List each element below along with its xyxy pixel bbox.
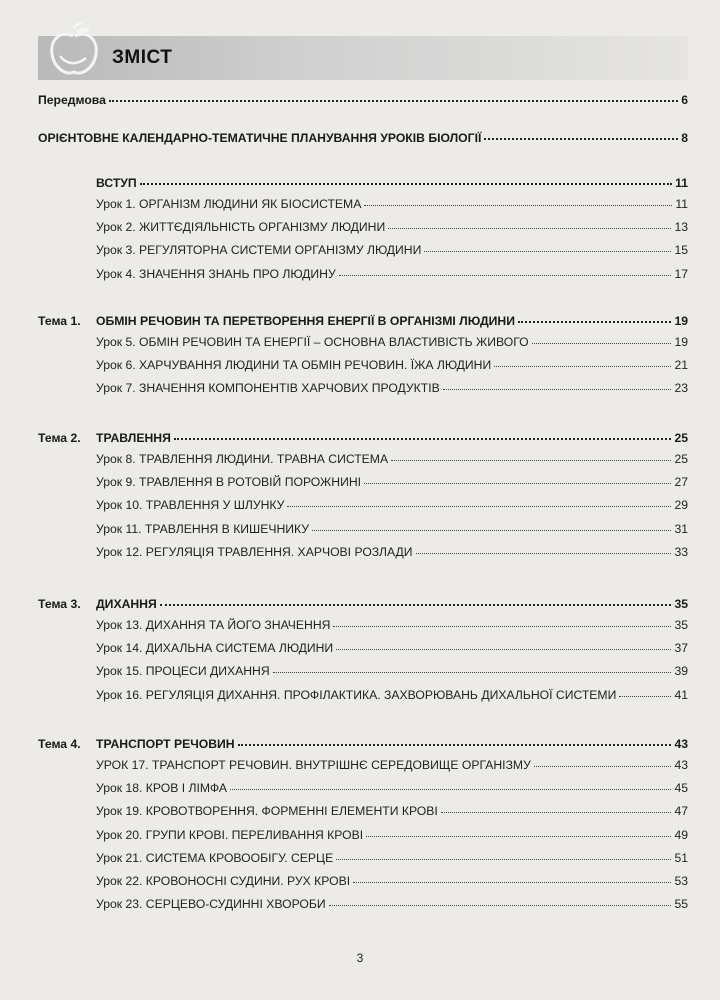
entry-label: Урок 18. КРОВ І ЛІМФА xyxy=(96,781,228,796)
dot-leader xyxy=(484,130,678,140)
dot-leader xyxy=(518,313,671,323)
entry-label: ТРАВЛЕННЯ xyxy=(96,431,171,445)
dot-leader xyxy=(287,497,671,507)
dot-leader xyxy=(238,736,672,746)
entry-page: 41 xyxy=(674,687,688,702)
dot-leader xyxy=(353,873,671,883)
entry-label: Урок 7. ЗНАЧЕННЯ КОМПОНЕНТІВ ХАРЧОВИХ ПРОДУКТІВ xyxy=(96,381,440,396)
entry-page: 49 xyxy=(674,827,688,842)
entry-page: 17 xyxy=(674,266,688,281)
toc-lesson-entry[interactable] xyxy=(96,497,688,513)
toc-lesson-entry[interactable] xyxy=(96,474,688,490)
dot-leader xyxy=(312,521,671,531)
entry-page: 51 xyxy=(674,850,688,865)
toc-lesson-entry[interactable] xyxy=(96,803,688,819)
toc-entry-intro[interactable] xyxy=(38,92,688,108)
entry-page: 43 xyxy=(674,737,688,751)
dot-leader xyxy=(273,663,672,673)
dot-leader xyxy=(336,640,671,650)
entry-page: 33 xyxy=(674,544,688,559)
entry-page: 35 xyxy=(674,597,688,611)
entry-page: 11 xyxy=(675,197,688,211)
entry-page: 39 xyxy=(674,664,688,679)
entry-label: Урок 23. СЕРЦЕВО-СУДИННІ ХВОРОБИ xyxy=(96,897,326,912)
entry-page: 11 xyxy=(675,176,688,190)
entry-label: Урок 20. ГРУПИ КРОВІ. ПЕРЕЛИВАННЯ КРОВІ xyxy=(96,827,364,842)
dot-leader xyxy=(441,803,672,813)
entry-label: ТРАНСПОРТ РЕЧОВИН xyxy=(96,737,235,751)
dot-leader xyxy=(329,896,672,906)
entry-page: 25 xyxy=(674,431,688,445)
entry-label: Урок 16. РЕГУЛЯЦІЯ ДИХАННЯ. ПРОФІЛАКТИКА. ЗАХВОРЮВАНЬ ДИХАЛЬНОЇ СИСТЕМИ xyxy=(96,687,617,702)
entry-label: Урок 1. ОРГАНІЗМ ЛЮДИНИ ЯК БІОСИСТЕМА xyxy=(96,197,362,211)
page-number: 3 xyxy=(356,951,364,965)
dot-leader xyxy=(424,242,671,252)
toc-lesson-entry[interactable] xyxy=(96,357,688,373)
entry-label: Урок 14. ДИХАЛЬНА СИСТЕМА ЛЮДИНИ xyxy=(96,641,334,656)
section-number: Тема 1. xyxy=(38,314,81,328)
dot-leader xyxy=(160,596,672,606)
toc-lesson-entry[interactable] xyxy=(96,850,688,866)
entry-page: 25 xyxy=(674,452,688,466)
dot-leader xyxy=(366,827,671,837)
dot-leader xyxy=(388,219,671,229)
toc-lesson-entry[interactable] xyxy=(96,380,688,396)
entry-label: УРОК 17. ТРАНСПОРТ РЕЧОВИН. ВНУТРІШНЄ СЕРЕДОВИЩЕ ОРГАНІЗМУ xyxy=(96,758,531,772)
entry-label: ВСТУП xyxy=(96,176,137,190)
entry-label: Урок 22. КРОВОНОСНІ СУДИНИ. РУХ КРОВІ xyxy=(96,874,351,888)
entry-label: Урок 6. ХАРЧУВАННЯ ЛЮДИНИ ТА ОБМІН РЕЧОВИН. ЇЖА ЛЮДИНИ xyxy=(96,358,492,373)
dot-leader xyxy=(174,430,672,440)
entry-label: Урок 11. ТРАВЛЕННЯ В КИШЕЧНИКУ xyxy=(96,521,310,536)
entry-page: 37 xyxy=(674,641,688,656)
entry-page: 27 xyxy=(674,475,688,490)
entry-page: 6 xyxy=(681,93,688,107)
entry-page: 8 xyxy=(681,131,688,145)
entry-label: Урок 12. РЕГУЛЯЦІЯ ТРАВЛЕННЯ. ХАРЧОВІ РОЗЛАДИ xyxy=(96,544,413,559)
toc-lesson-entry[interactable] xyxy=(96,242,688,258)
toc-lesson-entry[interactable] xyxy=(96,196,688,212)
entry-label: Урок 4. ЗНАЧЕННЯ ЗНАНЬ ПРО ЛЮДИНУ xyxy=(96,266,336,281)
toc-lesson-entry[interactable] xyxy=(96,640,688,656)
toc-lesson-entry[interactable] xyxy=(96,334,688,350)
page-title: ЗМІСТ xyxy=(112,47,173,68)
entry-label: Урок 10. ТРАВЛЕННЯ У ШЛУНКУ xyxy=(96,498,285,513)
entry-label: Урок 2. ЖИТТЄДІЯЛЬНІСТЬ ОРГАНІЗМУ ЛЮДИНИ xyxy=(96,220,386,235)
toc-lesson-entry[interactable] xyxy=(96,451,688,467)
toc-section-heading[interactable] xyxy=(38,736,688,752)
entry-page: 23 xyxy=(674,381,688,396)
toc-section-heading[interactable] xyxy=(38,175,688,191)
dot-leader xyxy=(336,850,671,860)
dot-leader xyxy=(443,380,672,390)
dot-leader xyxy=(494,357,671,367)
dot-leader xyxy=(109,92,678,102)
entry-label: Передмова xyxy=(38,93,106,107)
section-number: Тема 3. xyxy=(38,597,81,611)
entry-page: 47 xyxy=(674,804,688,819)
entry-page: 53 xyxy=(674,874,688,888)
entry-label: Урок 3. РЕГУЛЯТОРНА СИСТЕМИ ОРГАНІЗМУ ЛЮДИНИ xyxy=(96,243,422,258)
toc-lesson-entry[interactable] xyxy=(96,873,688,889)
dot-leader xyxy=(364,196,672,206)
entry-label: Урок 9. ТРАВЛЕННЯ В РОТОВІЙ ПОРОЖНИНІ xyxy=(96,475,362,490)
entry-page: 55 xyxy=(674,897,688,912)
dot-leader xyxy=(534,757,672,767)
toc-entry-intro[interactable] xyxy=(38,130,688,146)
entry-page: 15 xyxy=(674,243,688,258)
entry-label: Урок 8. ТРАВЛЕННЯ ЛЮДИНИ. ТРАВНА СИСТЕМА xyxy=(96,452,389,466)
dot-leader xyxy=(619,687,671,697)
dot-leader xyxy=(333,617,671,627)
entry-label: ОРІЄНТОВНЕ КАЛЕНДАРНО-ТЕМАТИЧНЕ ПЛАНУВАННЯ УРОКІВ БІОЛОГІЇ xyxy=(38,131,482,145)
toc-section-heading[interactable] xyxy=(38,596,688,612)
entry-label: ДИХАННЯ xyxy=(96,597,157,611)
entry-label: Урок 19. КРОВОТВОРЕННЯ. ФОРМЕННІ ЕЛЕМЕНТИ КРОВІ xyxy=(96,804,438,819)
entry-page: 19 xyxy=(674,335,688,349)
dot-leader xyxy=(364,474,671,484)
toc-lesson-entry[interactable] xyxy=(96,780,688,796)
toc-lesson-entry[interactable] xyxy=(96,544,688,560)
dot-leader xyxy=(140,175,672,185)
dot-leader xyxy=(532,334,672,344)
toc-lesson-entry[interactable] xyxy=(96,687,688,703)
toc-lesson-entry[interactable] xyxy=(96,896,688,912)
entry-page: 45 xyxy=(674,781,688,796)
section-number: Тема 4. xyxy=(38,737,81,751)
dot-leader xyxy=(339,266,672,276)
entry-label: ОБМІН РЕЧОВИН ТА ПЕРЕТВОРЕННЯ ЕНЕРГІЇ В ОРГАНІЗМІ ЛЮДИНИ xyxy=(96,314,515,328)
dot-leader xyxy=(391,451,671,461)
toc-lesson-entry[interactable] xyxy=(96,266,688,282)
dot-leader xyxy=(416,544,672,554)
entry-page: 19 xyxy=(674,314,688,328)
toc-lesson-entry[interactable] xyxy=(96,521,688,537)
toc-lesson-entry[interactable] xyxy=(96,827,688,843)
toc-lesson-entry[interactable] xyxy=(96,219,688,235)
entry-page: 21 xyxy=(674,358,688,373)
entry-label: Урок 21. СИСТЕМА КРОВООБІГУ. СЕРЦЕ xyxy=(96,850,334,865)
toc-lesson-entry[interactable] xyxy=(96,617,688,633)
toc-section-heading[interactable] xyxy=(38,313,688,329)
entry-page: 43 xyxy=(674,758,688,772)
entry-label: Урок 15. ПРОЦЕСИ ДИХАННЯ xyxy=(96,664,270,679)
toc-section-heading[interactable] xyxy=(38,430,688,446)
entry-page: 35 xyxy=(674,618,688,632)
toc-lesson-entry[interactable] xyxy=(96,757,688,773)
entry-page: 31 xyxy=(674,521,688,536)
dot-leader xyxy=(230,780,671,790)
entry-page: 29 xyxy=(674,498,688,513)
entry-page: 13 xyxy=(674,220,688,235)
entry-label: Урок 5. ОБМІН РЕЧОВИН ТА ЕНЕРГІЇ – ОСНОВНА ВЛАСТИВІСТЬ ЖИВОГО xyxy=(96,335,529,349)
toc-lesson-entry[interactable] xyxy=(96,663,688,679)
entry-label: Урок 13. ДИХАННЯ ТА ЙОГО ЗНАЧЕННЯ xyxy=(96,618,331,632)
section-number: Тема 2. xyxy=(38,431,81,445)
